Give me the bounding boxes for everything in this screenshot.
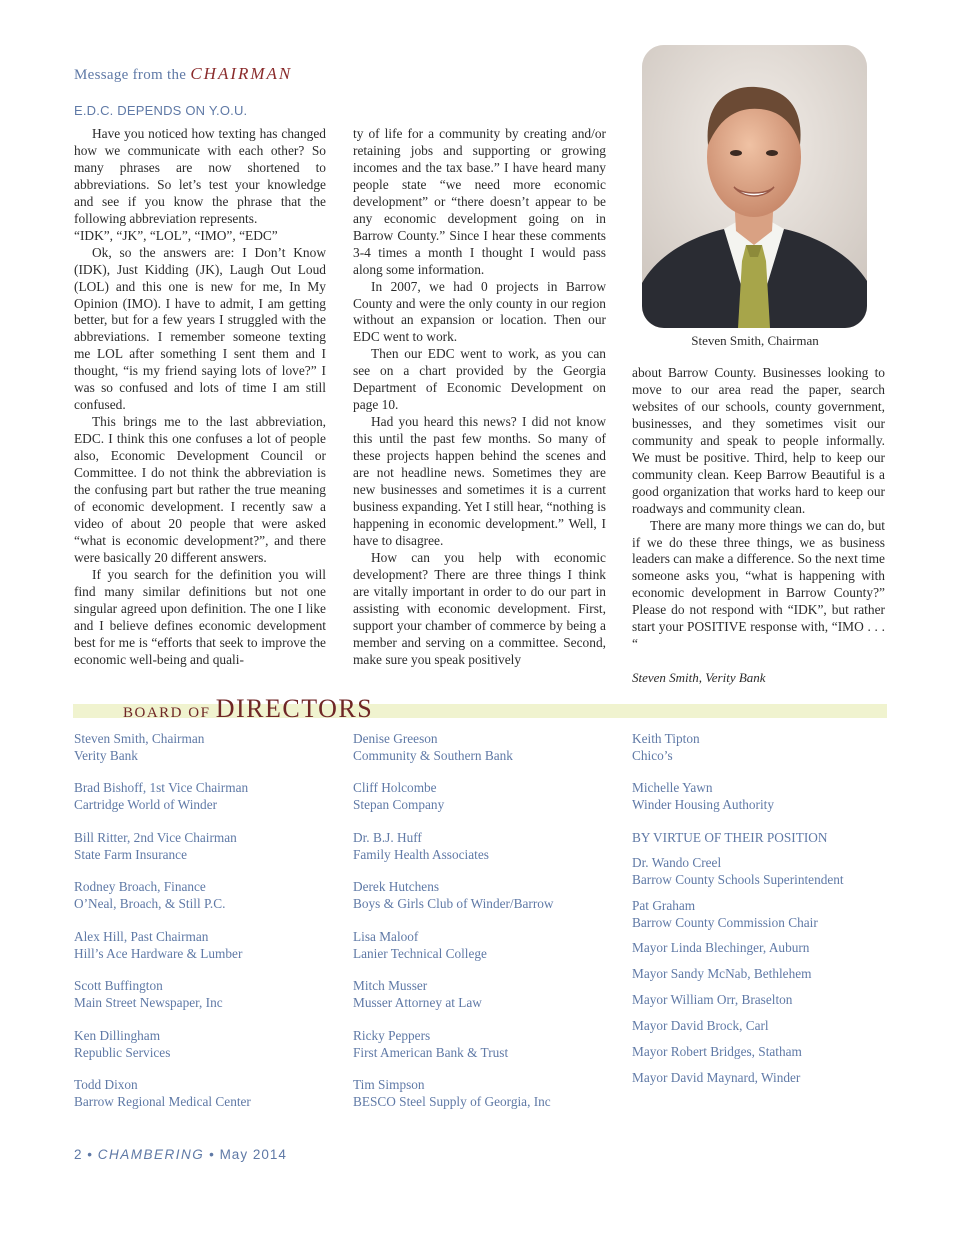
mayor-entry: Mayor David Maynard, Winder (632, 1070, 801, 1085)
director-entry: Bill Ritter, 2nd Vice Chairman State Farm Insurance (74, 830, 237, 862)
paragraph: If you search for the definition you will find many similar definitions but not one singular agreed upon definition. The one I like and I believe defines economic development best for me is “efforts that seek to improve the economic well-being and quali- (74, 566, 326, 667)
director-entry: Denise Greeson Community & Southern Bank (353, 731, 513, 763)
director-entry: Scott Buffington Main Street Newspaper, Inc (74, 978, 223, 1010)
director-entry: Michelle Yawn Winder Housing Authority (632, 780, 775, 812)
paragraph: Had you heard this news? I did not know this until the past few months. So many of these projects happen behind the scenes and are not headline news. Sometimes they are new businesses and sometimes it is a current business expanding. Yet I still hear, “nothing is happening in economic development.” Well, I have to disagree. (353, 414, 606, 548)
chairman-portrait-photo (642, 45, 867, 328)
footer-bullet: • (209, 1147, 215, 1162)
article-column-1 (74, 126, 326, 669)
page-footer (74, 1147, 287, 1162)
director-entry: Brad Bishoff, 1st Vice Chairman Cartridge World of Winder (74, 780, 249, 812)
article-column-3 (632, 365, 885, 653)
paragraph: Then our EDC went to work, as you can see on a chart provided by the Georgia Department of Economic Development on page 10. (353, 346, 606, 413)
paragraph: about Barrow County. Businesses looking to move to our area read the paper, search websites of our schools, county government, businesses, and they sometimes visit our community and speak to people informally. We must be positive. Third, help to keep our community clean. Keep Barrow Beautiful is a good organization that works hard to keep our roadways and community clean. (632, 365, 885, 516)
mayor-entry: Mayor Sandy McNab, Bethlehem (632, 966, 812, 981)
issue-date: May 2014 (219, 1147, 287, 1162)
director-entry: Pat Graham Barrow County Commission Chair (632, 898, 818, 930)
director-entry: Cliff Holcombe Stepan Company (353, 780, 445, 812)
director-entry: Dr. B.J. Huff Family Health Associates (353, 830, 489, 862)
board-heading-title: DIRECTORS (215, 694, 374, 723)
mayor-entry: Mayor William Orr, Braselton (632, 992, 793, 1007)
director-entry: Steven Smith, Chairman Verity Bank (74, 731, 205, 763)
director-entry: Rodney Broach, Finance O’Neal, Broach, & Still P.C. (74, 879, 226, 911)
paragraph: Have you noticed how texting has changed how we communicate with each other? So many phrases are now shortened to abbreviations. So let’s test your knowledge and see if you know the phrase that the following abbreviation represents. (74, 126, 326, 226)
director-entry: Lisa Maloof Lanier Technical College (353, 929, 487, 961)
header-prefix: Message from the (74, 67, 187, 83)
virtue-heading: BY VIRTUE OF THEIR POSITION (632, 830, 828, 845)
directors-column-2 (353, 730, 623, 1115)
director-entry: Tim Simpson BESCO Steel Supply of Georgia, Inc (353, 1077, 551, 1109)
board-heading-prefix: BOARD OF (123, 705, 211, 721)
photo-caption: Steven Smith, Chairman (691, 333, 819, 348)
signature: Steven Smith, Verity Bank (632, 670, 766, 685)
paragraph: Ok, so the answers are: I Don’t Know (IDK), Just Kidding (JK), Laugh Out Loud (LOL) and this one is new for me, In My Opinion (IMO). I have to admit, I am getting better, but for a few years I struggled with the abbreviations. I remember someone texting me LOL after something I sent them and I thought, “is my friend saying lots of love?” I was so confused and lots of time I am still confused. (74, 244, 326, 413)
director-entry: Keith Tipton Chico’s (632, 731, 700, 763)
publication-name: CHAMBERING (97, 1147, 205, 1162)
director-entry: Mitch Musser Musser Attorney at Law (353, 978, 482, 1010)
director-entry: Ricky Peppers First American Bank & Trust (353, 1028, 509, 1060)
director-entry: Todd Dixon Barrow Regional Medical Center (74, 1077, 251, 1109)
paragraph: How can you help with economic development? There are three things I think are vitally important in order to do our part in assisting with economic development. First, support your chamber of commerce by being a member and serving on a committee. Second, make sure you speak positively (353, 549, 606, 667)
footer-bullet: • (87, 1147, 94, 1162)
article-column-2 (353, 126, 606, 669)
portrait-illustration (642, 45, 867, 328)
page-number: 2 (74, 1147, 83, 1162)
paragraph: This brings me to the last abbreviation, EDC. I think this one confuses a lot of people also, Economic Development Council or Committee. I do not think the abbreviation is the confusing part but rather the true meaning of economic development. I recently saw a video of about 20 people that were asked “what is economic development?”, and there were basically 20 different answers. (74, 414, 326, 565)
mayor-entry: Mayor Robert Bridges, Statham (632, 1044, 802, 1059)
mayor-entry: Mayor David Brock, Carl (632, 1018, 769, 1033)
paragraph: There are many more things we can do, but if we do these three things, we as business leaders can make a difference. So the next time someone asks you, “what is happening with economic development in Barrow County?” Please do not respond with “IDK”, but rather start your POSITIVE response with, “IMO . . . “ (632, 517, 885, 652)
section-header (74, 64, 292, 84)
mayor-entry: Mayor Linda Blechinger, Auburn (632, 940, 810, 955)
directors-column-3 (632, 730, 902, 1090)
director-entry: Alex Hill, Past Chairman Hill’s Ace Hardware & Lumber (74, 929, 243, 961)
header-title: CHAIRMAN (190, 64, 293, 83)
directors-column-1 (74, 730, 344, 1115)
article-subhead: E.D.C. DEPENDS ON Y.O.U. (74, 103, 248, 118)
director-entry: Dr. Wando Creel Barrow County Schools Superintendent (632, 855, 844, 887)
paragraph: ty of life for a community by creating and/or retaining jobs and supporting or growing incomes and the tax base.” I have heard many people state “we need more economic development” or “there doesn’t appear to be any economic development going on in Barrow County.” Since I hear these comments 3-4 times a month I thought I would pass along some information. (353, 126, 606, 277)
board-heading (123, 694, 373, 724)
paragraph: In 2007, we had 0 projects in Barrow County and were the only county in our region without an expansion or location. Then our EDC went to work. (353, 278, 606, 345)
paragraph: “IDK”, “JK”, “LOL”, “IMO”, “EDC” (74, 227, 278, 243)
director-entry: Derek Hutchens Boys & Girls Club of Winder/Barrow (353, 879, 554, 911)
director-entry: Ken Dillingham Republic Services (74, 1028, 171, 1060)
